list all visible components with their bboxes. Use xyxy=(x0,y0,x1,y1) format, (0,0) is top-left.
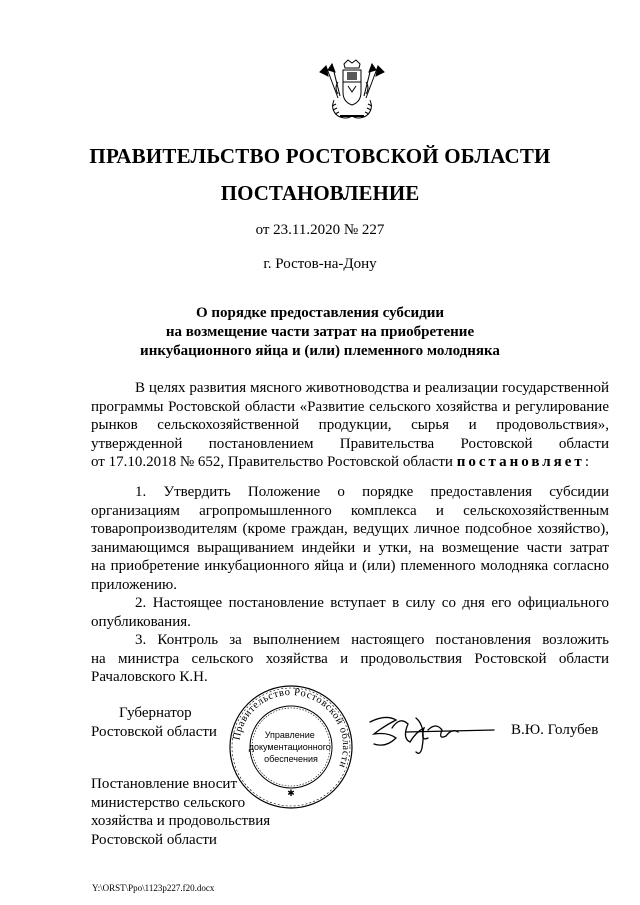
item-line: на приобретение инкубационного яйца и (или) племенного молодняка согласно xyxy=(91,558,609,574)
resolution-item-1 xyxy=(91,483,609,594)
handwritten-signature-icon xyxy=(366,708,496,758)
resolution-item-3 xyxy=(91,631,609,687)
stamp-inner-line: обеспечения xyxy=(264,754,318,764)
governor-title-line: Губернатор xyxy=(119,705,192,721)
governor-title-line: Ростовской области xyxy=(91,724,217,740)
introduced-by-line: Ростовской области xyxy=(91,831,217,848)
stamp-outer-text: Правительство Ростовской области xyxy=(231,686,352,770)
coat-of-arms-icon xyxy=(316,58,388,122)
document-type: ПОСТАНОВЛЕНИЕ xyxy=(220,181,420,205)
preamble-last-line xyxy=(91,453,609,472)
subject-line: на возмещение части затрат на приобретение xyxy=(165,324,475,340)
document-date-number: от 23.11.2020 № 227 xyxy=(255,222,385,238)
preamble-line: рынков сельскохозяйственной продукции, сырья и продовольствия», xyxy=(91,417,609,433)
decree-word: постановляет xyxy=(456,454,585,470)
preamble-colon: : xyxy=(584,454,589,470)
resolution-item-2 xyxy=(91,594,609,631)
subject-line: О порядке предоставления субсидии xyxy=(195,305,445,321)
svg-text:Управление документацион xyxy=(249,730,334,764)
item-line: 2. Настоящее постановление вступает в силу со дня его официального xyxy=(135,595,609,611)
document-subject xyxy=(0,304,640,361)
introduced-by-line: министерство сельского xyxy=(91,794,246,811)
item-line: Рачаловского К.Н. xyxy=(91,669,208,685)
preamble-line: утвержденной постановлением Правительства Ростовской области xyxy=(91,435,609,452)
document-city: г. Ростов-на-Дону xyxy=(263,256,377,272)
preamble-line: программы Ростовской области «Развитие сельского хозяйства и регулирование xyxy=(91,398,609,415)
item-line: на министра сельского хозяйства и продовольствия Ростовской области xyxy=(91,650,609,667)
file-path-footer: Y:\ORST\Ppo\1123p227.f20.docx xyxy=(92,883,215,893)
governor-name: В.Ю. Голубев xyxy=(511,722,599,738)
stamp-inner-line: Управление xyxy=(264,730,315,740)
preamble-paragraph xyxy=(91,379,609,472)
subject-line: инкубационного яйца и (или) племенного молодняка xyxy=(140,343,500,359)
item-line: организациям агропромышленного комплекса и сельскохозяйственным xyxy=(91,502,609,519)
item-line: 3. Контроль за выполнением настоящего постановления возложить xyxy=(135,632,609,648)
stamp-inner-line: документационного xyxy=(248,742,331,752)
introduced-by-line: Постановление вносит xyxy=(91,776,238,792)
item-line: товаропроизводителям (кроме граждан, ведущих личное подсобное хозяйство), xyxy=(91,521,609,537)
item-line: занимающимся выращиванием индейки и утки, на возмещение части затрат xyxy=(91,539,609,556)
resolution-items xyxy=(91,483,609,687)
organization-title: ПРАВИТЕЛЬСТВО РОСТОВСКОЙ ОБЛАСТИ xyxy=(89,144,551,168)
preamble-line: В целях развития мясного животноводства и реализации государственной xyxy=(135,380,609,396)
introduced-by xyxy=(91,775,270,849)
introduced-by-line: хозяйства и продовольствия xyxy=(91,813,271,829)
svg-text:✱: ✱ xyxy=(287,788,295,798)
preamble-text: от 17.10.2018 № 652, Правительство Ростовской области xyxy=(91,454,457,470)
governor-title xyxy=(91,704,217,742)
item-line: 1. Утвердить Положение о порядке предоставления субсидии xyxy=(135,484,609,500)
item-line: приложению. xyxy=(91,576,178,593)
item-line: опубликования. xyxy=(91,613,191,630)
